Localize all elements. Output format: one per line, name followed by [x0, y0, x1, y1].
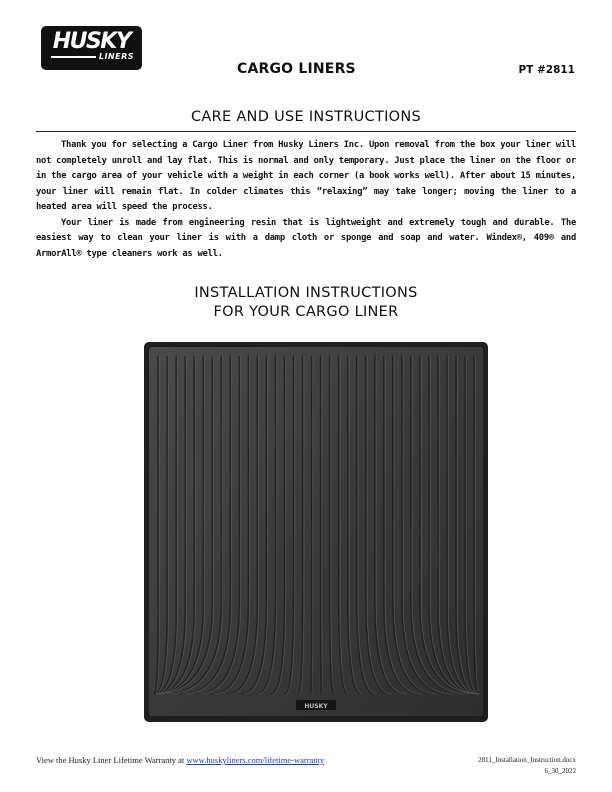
installation-heading-line-1: INSTALLATION INSTRUCTIONS [194, 285, 418, 301]
husky-liners-logo [41, 26, 142, 70]
mat-logo-text: HUSKY [304, 703, 328, 710]
document-date: 6_30_2022 [544, 767, 576, 775]
logo-underline [51, 56, 96, 58]
logo-subtext: LINERS [98, 52, 134, 61]
logo-wordmark: HUSKY [52, 29, 131, 54]
document-info [478, 755, 576, 777]
cargo-liner-image [144, 342, 488, 722]
page-title: CARGO LINERS [237, 61, 356, 77]
installation-heading-line-2: FOR YOUR CARGO LINER [213, 304, 399, 320]
file-name: 2811_Installation_Instruction.docx [478, 756, 576, 764]
warranty-link[interactable]: www.huskyliners.com/lifetime-warranty [186, 755, 325, 765]
warranty-text: View the Husky Liner Lifetime Warranty at [36, 755, 185, 765]
warranty-note [36, 755, 324, 765]
care-paragraph-2: Your liner is made from engineering resin that is lightweight and extremely tough and durable. The easiest way to clean your liner is with a damp cloth or sponge and soap and water. Windex®, 409® and ArmorAll® type cleaners work as well. [36, 217, 576, 259]
care-paragraph-1: Thank you for selecting a Cargo Liner from Husky Liners Inc. Upon removal from the box your liner will not completely unroll and lay flat. This is normal and only temporary. Just place the liner on the floor or in the cargo area of your vehicle with a weight in each corner (a book works well). After about 15 minutes, your liner will remain flat. In colder climates this “relaxing” may take longer; moving the liner to a heated area will speed the process. [36, 140, 576, 212]
care-heading: CARE AND USE INSTRUCTIONS [190, 109, 422, 125]
care-instructions [36, 138, 576, 262]
heading-divider [36, 131, 576, 132]
mat-surface [149, 347, 483, 716]
part-number: PT #2811 [518, 64, 575, 76]
